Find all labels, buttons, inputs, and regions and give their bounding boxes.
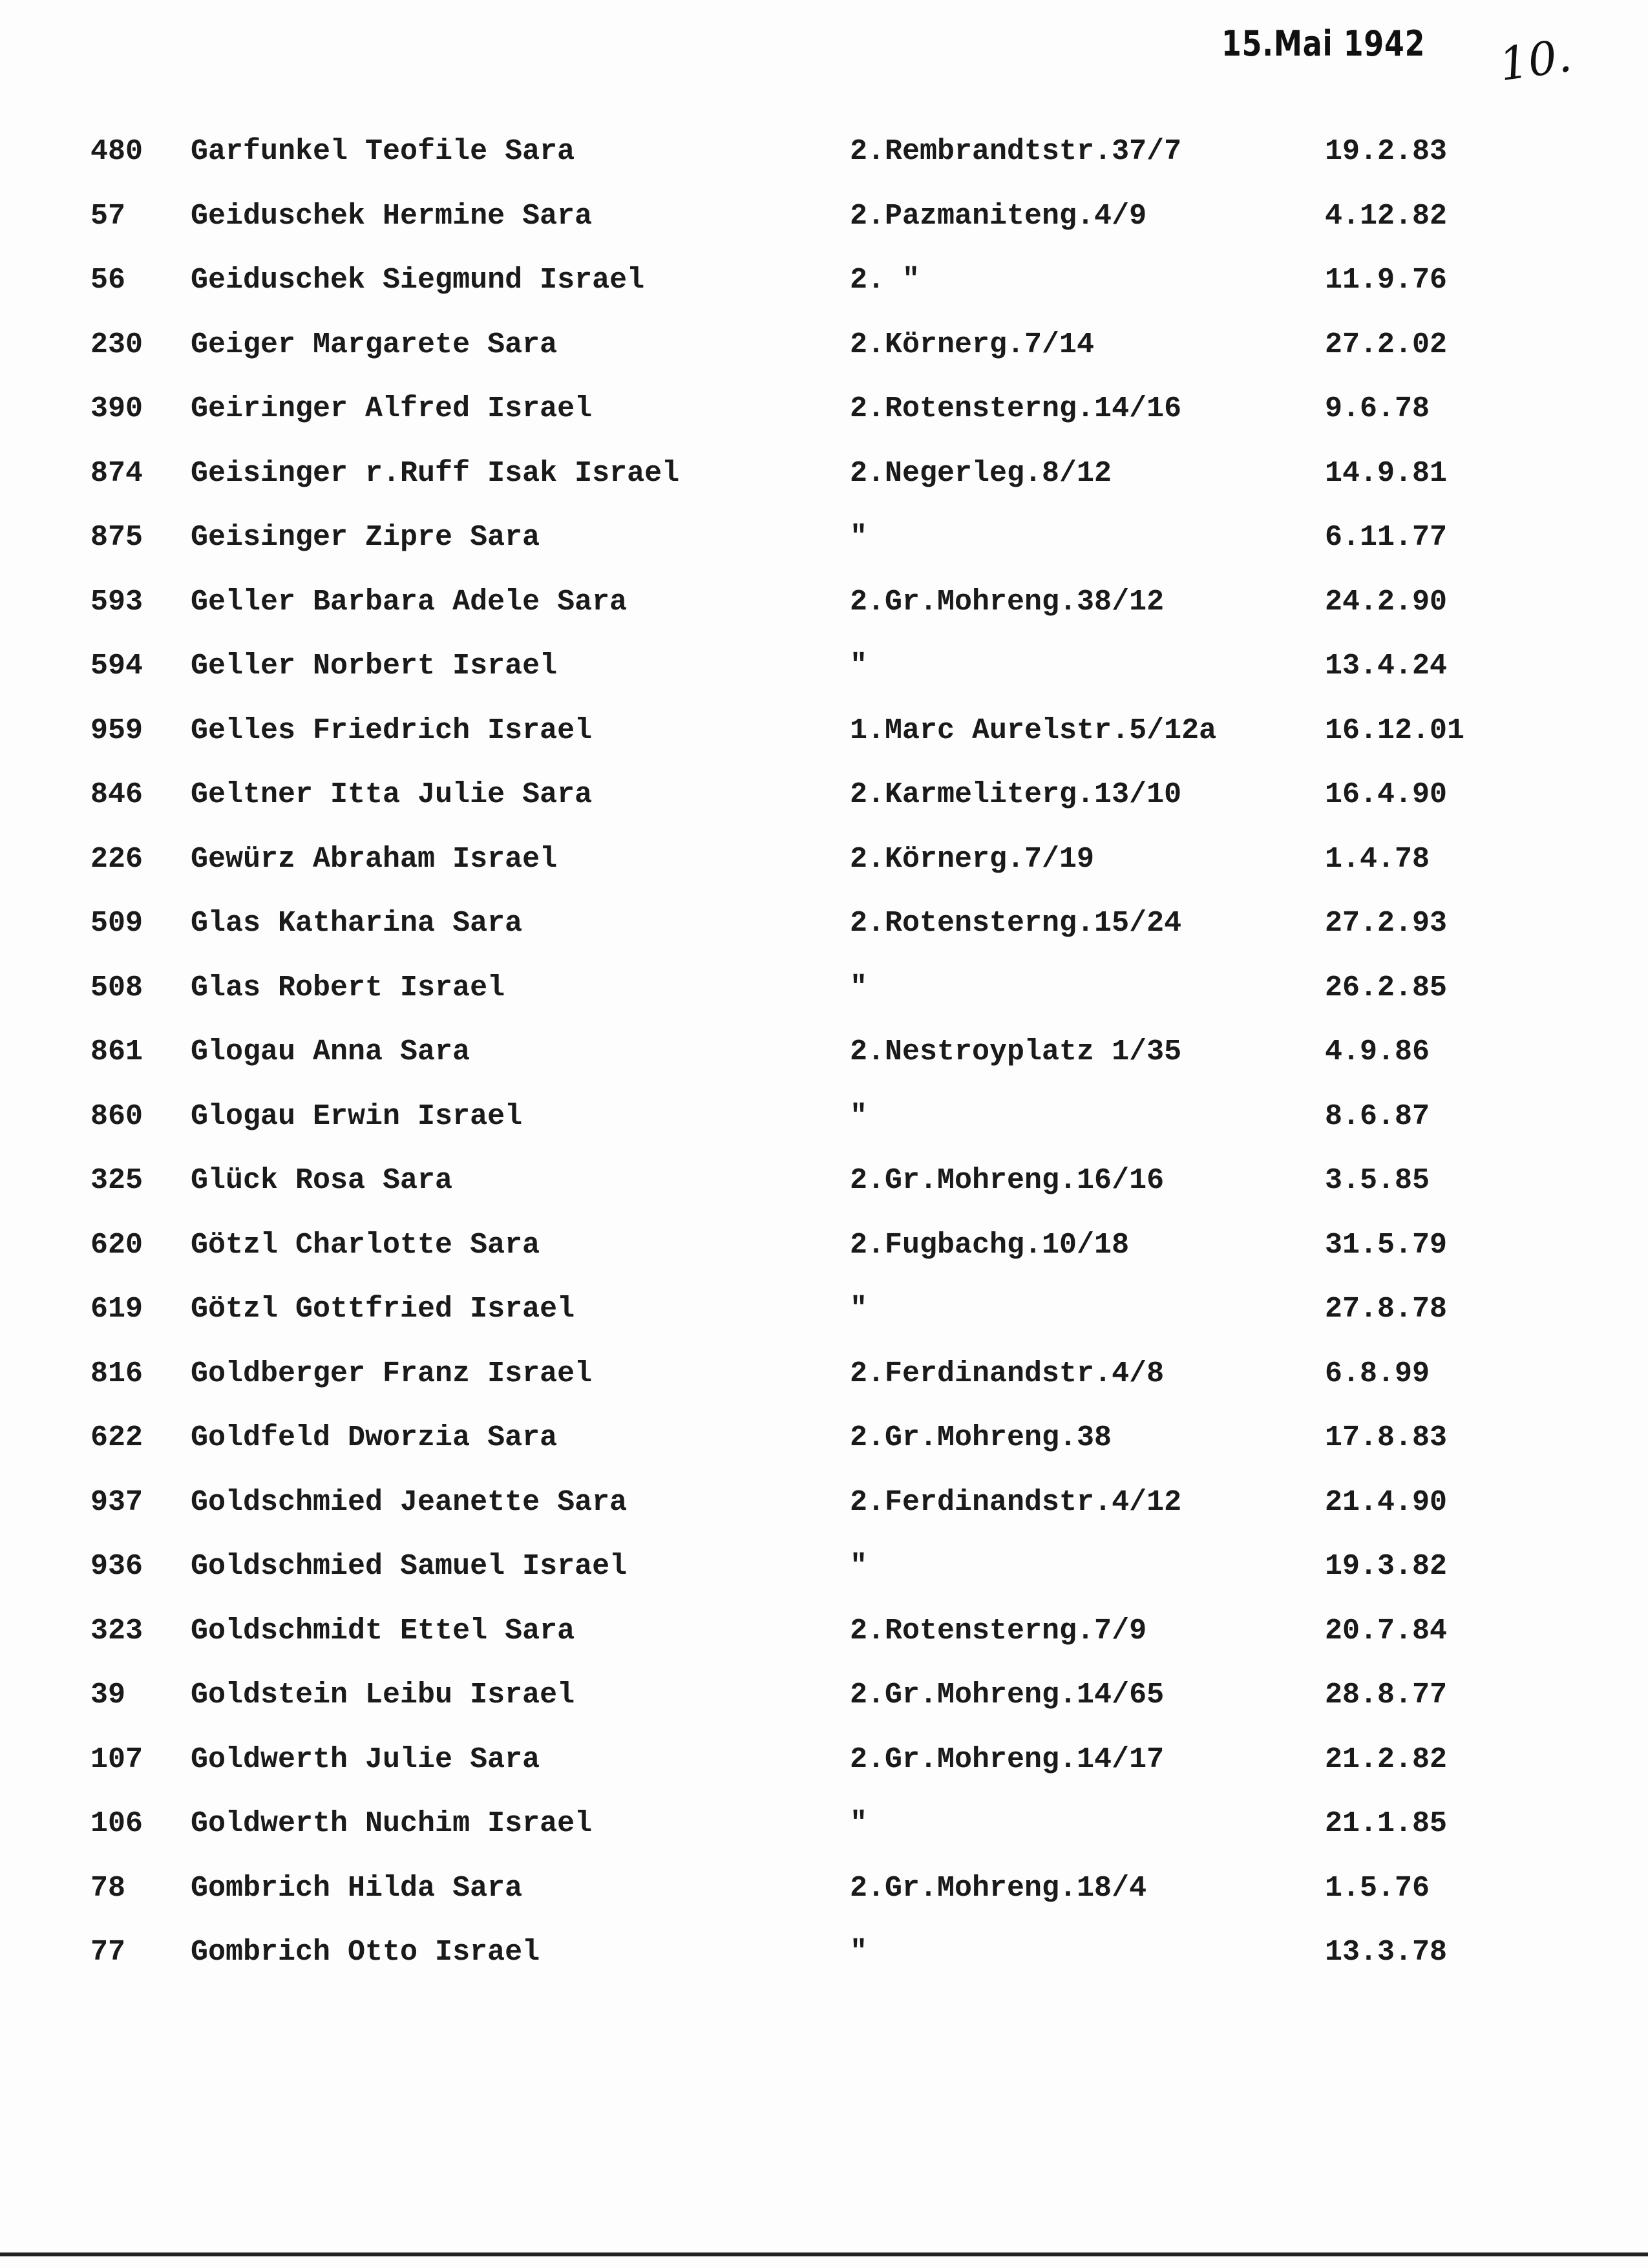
birth-date: 13.4.24 [1325, 650, 1448, 683]
person-name: Goldstein Leibu Israel [191, 1679, 575, 1712]
birth-date: 1.4.78 [1325, 842, 1430, 876]
register-row [0, 512, 1648, 564]
register-number: 107 [90, 1743, 143, 1776]
address: 2.Körnerg.7/19 [850, 842, 1095, 876]
bottom-edge-line [0, 2252, 1648, 2256]
birth-date: 21.1.85 [1325, 1807, 1448, 1840]
person-name: Goldwerth Julie Sara [191, 1743, 540, 1776]
address: " [850, 1936, 868, 1969]
person-name: Gombrich Hilda Sara [191, 1871, 523, 1905]
person-name: Glogau Anna Sara [191, 1035, 470, 1068]
register-number: 509 [90, 907, 143, 940]
register-number: 390 [90, 392, 143, 425]
register-number: 622 [90, 1421, 143, 1454]
address: 2.Negerleg.8/12 [850, 456, 1112, 490]
person-name: Gewürz Abraham Israel [191, 842, 558, 876]
address: 2.Gr.Mohreng.16/16 [850, 1164, 1165, 1197]
handwritten-page-number: 10. [1495, 28, 1575, 92]
address: 2.Gr.Mohreng.38 [850, 1421, 1112, 1454]
person-name: Glas Robert Israel [191, 971, 505, 1004]
address: 2.Rotensterng.7/9 [850, 1614, 1147, 1648]
address: 2.Gr.Mohreng.14/65 [850, 1679, 1165, 1712]
birth-date: 6.11.77 [1325, 521, 1448, 554]
register-row [0, 1798, 1648, 1850]
register-row [0, 383, 1648, 435]
address: 2.Rotensterng.15/24 [850, 907, 1182, 940]
birth-date: 27.2.93 [1325, 907, 1448, 940]
register-number: 594 [90, 650, 143, 683]
register-row [0, 1412, 1648, 1464]
register-row [0, 191, 1648, 242]
register-row [0, 1541, 1648, 1593]
person-name: Götzl Gottfried Israel [191, 1293, 575, 1326]
person-name: Goldschmidt Ettel Sara [191, 1614, 575, 1648]
person-name: Goldberger Franz Israel [191, 1357, 593, 1390]
address: 2.Nestroyplatz 1/35 [850, 1035, 1182, 1068]
address: " [850, 650, 868, 683]
birth-date: 27.8.78 [1325, 1293, 1448, 1326]
address: 2.Gr.Mohreng.38/12 [850, 585, 1165, 619]
address: 2.Ferdinandstr.4/12 [850, 1485, 1182, 1519]
register-row [0, 1863, 1648, 1914]
birth-date: 17.8.83 [1325, 1421, 1448, 1454]
register-number: 620 [90, 1228, 143, 1262]
register-number: 860 [90, 1099, 143, 1133]
register-row [0, 834, 1648, 885]
register-row [0, 641, 1648, 692]
address: 2.Rotensterng.14/16 [850, 392, 1182, 425]
address: 1.Marc Aurelstr.5/12a [850, 714, 1217, 747]
register-row [0, 1091, 1648, 1143]
person-name: Glas Katharina Sara [191, 907, 523, 940]
register-number: 593 [90, 585, 143, 619]
birth-date: 1.5.76 [1325, 1871, 1430, 1905]
birth-date: 3.5.85 [1325, 1164, 1430, 1197]
person-name: Goldfeld Dworzia Sara [191, 1421, 558, 1454]
address: 2.Ferdinandstr.4/8 [850, 1357, 1165, 1390]
register-row [0, 769, 1648, 821]
birth-date: 19.3.82 [1325, 1550, 1448, 1583]
person-name: Geller Barbara Adele Sara [191, 585, 628, 619]
register-row [0, 962, 1648, 1014]
register-number: 875 [90, 521, 143, 554]
address: 2.Gr.Mohreng.18/4 [850, 1871, 1147, 1905]
person-name: Garfunkel Teofile Sara [191, 135, 575, 168]
birth-date: 13.3.78 [1325, 1936, 1448, 1969]
address: 2.Karmeliterg.13/10 [850, 778, 1182, 811]
person-name: Glück Rosa Sara [191, 1164, 453, 1197]
register-row [0, 1477, 1648, 1529]
register-row [0, 1734, 1648, 1786]
address: " [850, 521, 868, 554]
birth-date: 14.9.81 [1325, 456, 1448, 490]
register-row [0, 705, 1648, 757]
birth-date: 26.2.85 [1325, 971, 1448, 1004]
person-name: Goldschmied Jeanette Sara [191, 1485, 628, 1519]
address: 2.Körnerg.7/14 [850, 328, 1095, 361]
register-number: 57 [90, 199, 126, 233]
register-number: 325 [90, 1164, 143, 1197]
register-row [0, 1348, 1648, 1400]
register-number: 508 [90, 971, 143, 1004]
register-row [0, 577, 1648, 628]
register-row [0, 1284, 1648, 1335]
birth-date: 21.4.90 [1325, 1485, 1448, 1519]
birth-date: 16.4.90 [1325, 778, 1448, 811]
birth-date: 9.6.78 [1325, 392, 1430, 425]
address: 2. " [850, 264, 920, 297]
person-name: Götzl Charlotte Sara [191, 1228, 540, 1262]
register-number: 874 [90, 456, 143, 490]
address: " [850, 1099, 868, 1133]
person-name: Goldwerth Nuchim Israel [191, 1807, 593, 1840]
birth-date: 6.8.99 [1325, 1357, 1430, 1390]
address: 2.Gr.Mohreng.14/17 [850, 1743, 1165, 1776]
birth-date: 27.2.02 [1325, 328, 1448, 361]
address: " [850, 971, 868, 1004]
register-row [0, 319, 1648, 371]
birth-date: 19.2.83 [1325, 135, 1448, 168]
register-number: 619 [90, 1293, 143, 1326]
register-row [0, 126, 1648, 178]
birth-date: 8.6.87 [1325, 1099, 1430, 1133]
register-number: 78 [90, 1871, 126, 1905]
register-number: 861 [90, 1035, 143, 1068]
register-number: 816 [90, 1357, 143, 1390]
register-number: 937 [90, 1485, 143, 1519]
birth-date: 31.5.79 [1325, 1228, 1448, 1262]
birth-date: 21.2.82 [1325, 1743, 1448, 1776]
register-number: 106 [90, 1807, 143, 1840]
register-number: 226 [90, 842, 143, 876]
register-row [0, 1220, 1648, 1271]
register-number: 77 [90, 1936, 126, 1969]
register-row [0, 898, 1648, 949]
birth-date: 24.2.90 [1325, 585, 1448, 619]
person-name: Geiringer Alfred Israel [191, 392, 593, 425]
person-name: Gombrich Otto Israel [191, 1936, 540, 1969]
person-name: Gelles Friedrich Israel [191, 714, 593, 747]
address: " [850, 1293, 868, 1326]
person-name: Geiduschek Siegmund Israel [191, 264, 645, 297]
person-name: Geller Norbert Israel [191, 650, 558, 683]
register-row [0, 1669, 1648, 1721]
register-number: 323 [90, 1614, 143, 1648]
birth-date: 20.7.84 [1325, 1614, 1448, 1648]
address: 2.Pazmaniteng.4/9 [850, 199, 1147, 233]
person-name: Glogau Erwin Israel [191, 1099, 523, 1133]
date-stamp: 15.Mai 1942 [1221, 23, 1426, 64]
birth-date: 28.8.77 [1325, 1679, 1448, 1712]
register-number: 846 [90, 778, 143, 811]
address: " [850, 1550, 868, 1583]
register-number: 936 [90, 1550, 143, 1583]
register-row [0, 1927, 1648, 1978]
birth-date: 16.12.01 [1325, 714, 1465, 747]
register-number: 230 [90, 328, 143, 361]
person-name: Geltner Itta Julie Sara [191, 778, 593, 811]
address: 2.Fugbachg.10/18 [850, 1228, 1130, 1262]
register-row [0, 1155, 1648, 1207]
birth-date: 11.9.76 [1325, 264, 1448, 297]
register-row [0, 255, 1648, 306]
register-number: 56 [90, 264, 126, 297]
register-number: 480 [90, 135, 143, 168]
register-row [0, 1606, 1648, 1657]
person-name: Geisinger r.Ruff Isak Israel [191, 456, 680, 490]
address: 2.Rembrandtstr.37/7 [850, 135, 1182, 168]
person-name: Geisinger Zipre Sara [191, 521, 540, 554]
person-name: Goldschmied Samuel Israel [191, 1550, 628, 1583]
register-row [0, 448, 1648, 500]
register-number: 959 [90, 714, 143, 747]
register-row [0, 1026, 1648, 1078]
person-name: Geiger Margarete Sara [191, 328, 558, 361]
birth-date: 4.12.82 [1325, 199, 1448, 233]
register-number: 39 [90, 1679, 126, 1712]
address: " [850, 1807, 868, 1840]
birth-date: 4.9.86 [1325, 1035, 1430, 1068]
person-name: Geiduschek Hermine Sara [191, 199, 593, 233]
